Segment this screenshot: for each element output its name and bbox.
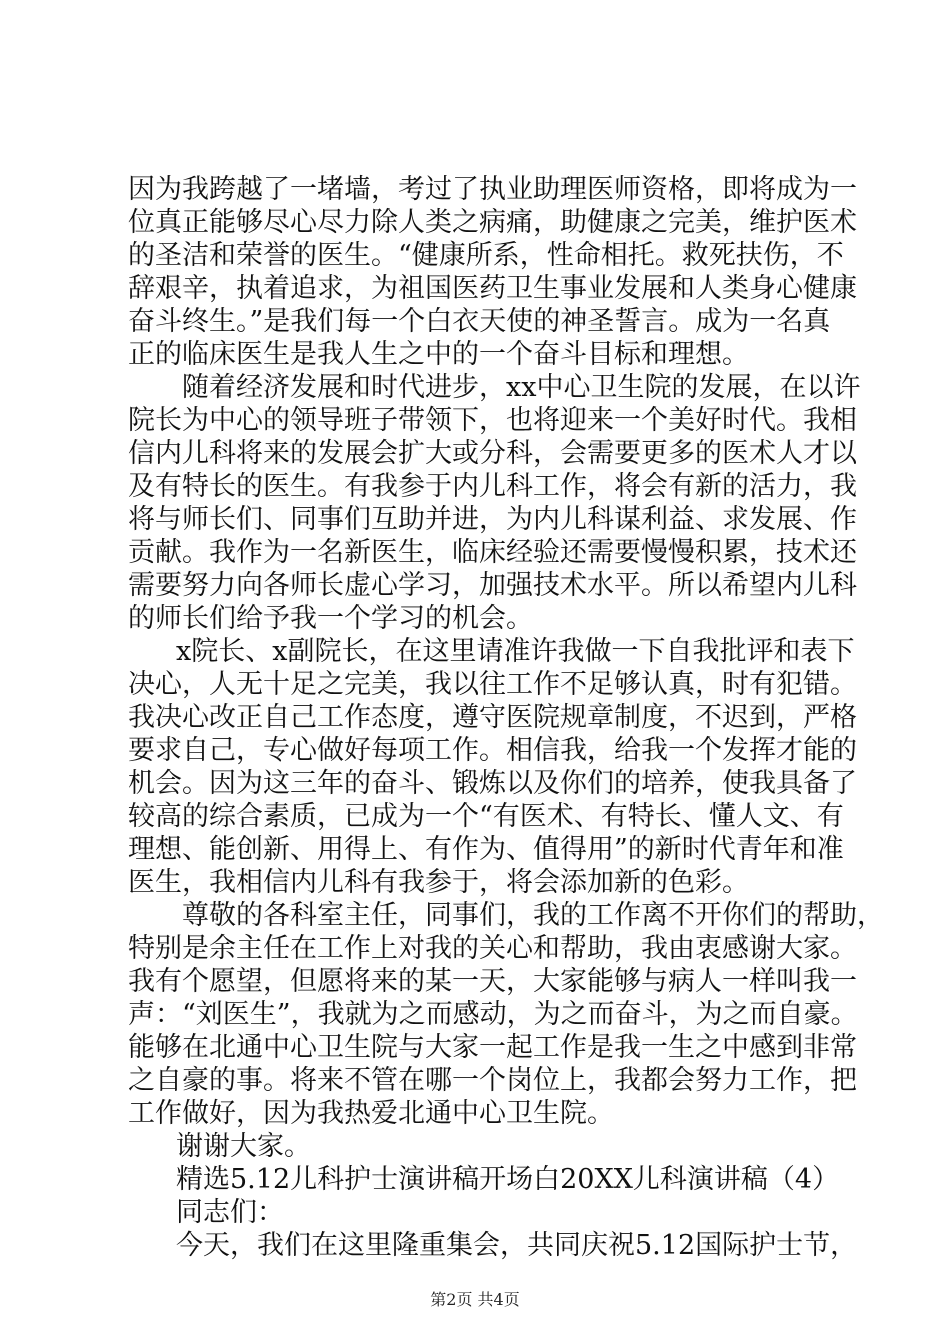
text-line: 的师长们给予我一个学习的机会。 [128, 603, 533, 634]
text-line: 我有个愿望，但愿将来的某一天，大家能够与病人一样叫我一 [128, 966, 857, 997]
text-line: 辞艰辛，执着追求，为祖国医药卫生事业发展和人类身心健康 [128, 273, 857, 304]
text-line: x院长、x副院长，在这里请准许我做一下自我批评和表下 [176, 636, 855, 667]
text-line: 正的临床医生是我人生之中的一个奋斗目标和理想。 [128, 339, 749, 370]
text-line: 院长为中心的领导班子带领下，也将迎来一个美好时代。我相 [128, 405, 857, 436]
text-line: 奋斗终生。”是我们每一个白衣天使的神圣誓言。成为一名真 [128, 306, 831, 337]
heading-line: 精选5.12儿科护士演讲稿开场白20XX儿科演讲稿（4） [176, 1164, 840, 1195]
text-line: 将与师长们、同事们互助并进，为内儿科谋利益、求发展、作 [128, 504, 857, 535]
text-line: 信内儿科将来的发展会扩大或分科，会需要更多的医术人才以 [128, 438, 857, 469]
text-line: 位真正能够尽心尽力除人类之病痛，助健康之完美，维护医术 [128, 207, 857, 238]
text-line: 要求自己，专心做好每项工作。相信我，给我一个发挥才能的 [128, 735, 857, 766]
text-line: 谢谢大家。 [176, 1131, 311, 1162]
text-line: 贡献。我作为一名新医生，临床经验还需要慢慢积累，技术还 [128, 537, 857, 568]
text-line: 机会。因为这三年的奋斗、锻炼以及你们的培养，使我具备了 [128, 768, 857, 799]
salutation-line: 同志们： [176, 1197, 284, 1228]
text-line: 及有特长的医生。有我参于内儿科工作，将会有新的活力，我 [128, 471, 857, 502]
text-line: 之自豪的事。将来不管在哪一个岗位上，我都会努力工作，把 [128, 1065, 857, 1096]
text-line: 声：“刘医生”，我就为之而感动，为之而奋斗，为之而自豪。 [128, 999, 858, 1030]
text-line: 随着经济发展和时代进步，xx中心卫生院的发展，在以许 [182, 372, 861, 403]
text-line: 工作做好，因为我热爱北通中心卫生院。 [128, 1098, 614, 1129]
page-footer: 第2页 共4页 [430, 1290, 520, 1309]
text-line: 的圣洁和荣誉的医生。“健康所系，性命相托。救死扶伤，不 [128, 240, 844, 271]
text-line: 较高的综合素质，已成为一个“有医术、有特长、懂人文、有 [128, 801, 844, 832]
text-line: 理想、能创新、用得上、有作为、值得用”的新时代青年和准 [128, 834, 844, 865]
text-line: 因为我跨越了一堵墙，考过了执业助理医师资格，即将成为一 [128, 174, 857, 205]
text-line: 尊敬的各科室主任，同事们，我的工作离不开你们的帮助， [182, 900, 884, 931]
text-line: 我决心改正自己工作态度，遵守医院规章制度，不迟到，严格 [128, 702, 857, 733]
text-line: 需要努力向各师长虚心学习，加强技术水平。所以希望内儿科 [128, 570, 857, 601]
text-line: 能够在北通中心卫生院与大家一起工作是我一生之中感到非常 [128, 1032, 857, 1063]
text-line: 特别是余主任在工作上对我的关心和帮助，我由衷感谢大家。 [128, 933, 857, 964]
text-line: 决心，人无十足之完美，我以往工作不足够认真，时有犯错。 [128, 669, 857, 700]
text-line: 医生，我相信内儿科有我参于，将会添加新的色彩。 [128, 867, 749, 898]
text-line: 今天，我们在这里隆重集会，共同庆祝5.12国际护士节， [176, 1230, 858, 1261]
